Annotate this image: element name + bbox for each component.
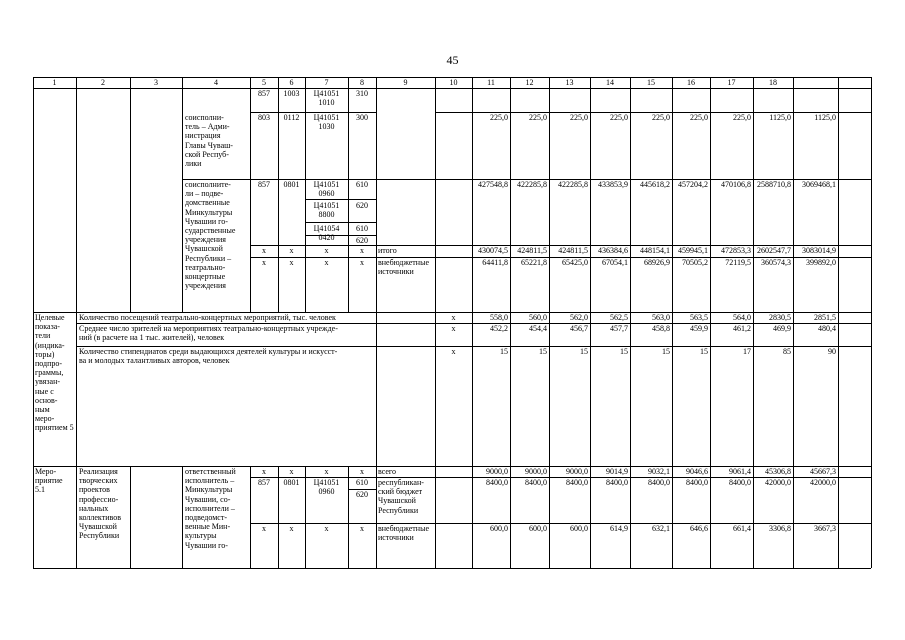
value-cell: 8400,0 (686, 478, 708, 487)
table-vertical-rule (376, 312, 377, 466)
table-vertical-rule (76, 312, 77, 466)
expense-type-code: 620 (356, 201, 368, 210)
value-cell: 2602547,7 (757, 246, 791, 255)
value-cell: 562,0 (570, 313, 588, 322)
x-mark: x (324, 258, 329, 267)
value-cell: 225,0 (570, 113, 588, 122)
value-cell: 472853,3 (721, 246, 751, 255)
section-code: 0801 (283, 180, 300, 189)
x-mark: x (360, 258, 364, 267)
indicator-text: Количество посещений театрально-концертных мероприятий, тыс. человек (79, 313, 336, 322)
targets-label: меро- (35, 414, 55, 424)
target-article-code: Ц41051 (313, 201, 340, 210)
executor-text: тель – Адми- (185, 122, 230, 132)
executor-text: Чувашии го- (185, 216, 228, 226)
executor-text: подведомст- (185, 513, 227, 522)
value-cell: 90 (828, 347, 836, 356)
targets-label: ным (35, 405, 50, 414)
value-cell: 661,4 (733, 524, 751, 533)
column-number: 1 (52, 78, 57, 87)
target-article-code: Ц41051 (313, 180, 340, 189)
x-mark: x (360, 246, 364, 255)
event-name: нальных (79, 503, 109, 513)
value-cell: 457,7 (610, 324, 628, 333)
table-vertical-rule (793, 77, 794, 88)
value-cell: 3083014,9 (802, 246, 836, 255)
x-mark: x (262, 467, 266, 476)
value-cell: 45667,3 (810, 467, 836, 476)
value-cell: 67054,1 (602, 258, 628, 267)
value-cell: 65221,8 (521, 258, 547, 267)
x-mark: x (289, 467, 294, 476)
executor-text: театрально- (185, 262, 226, 272)
value-cell: 458,8 (652, 324, 670, 333)
column-number: 10 (449, 78, 458, 87)
value-cell: 480,4 (818, 324, 836, 333)
column-number: 2 (101, 78, 105, 87)
value-cell: 9000,0 (486, 467, 508, 476)
table-horizontal-rule (305, 199, 376, 200)
x-mark: x (451, 347, 456, 356)
column-number: 8 (360, 78, 364, 87)
table-vertical-rule (630, 312, 631, 466)
row-label: Чувашской (378, 496, 416, 506)
value-cell: 8400,0 (566, 478, 588, 487)
value-cell: 72119,5 (725, 258, 751, 267)
value-cell: 563,5 (690, 313, 708, 322)
value-cell: 632,1 (652, 524, 670, 533)
value-cell: 469,9 (773, 324, 791, 333)
target-article-code: Ц41051 (313, 478, 340, 487)
targets-label: показа- (35, 322, 60, 332)
value-cell: 225,0 (733, 113, 751, 122)
value-cell: 15 (620, 347, 628, 356)
value-cell: 564,0 (733, 313, 751, 322)
row-label: итого (378, 246, 397, 255)
executor-text: учреждения (185, 235, 226, 245)
indicator-text: Количество стипендиатов среди выдающихся деятелей культуры и искусст- (79, 347, 338, 356)
table-vertical-rule (130, 88, 131, 312)
target-article-code: Ц41051 (313, 113, 340, 122)
value-cell: 15 (539, 347, 547, 356)
row-label: Республики (378, 505, 419, 515)
grbs-code: 857 (258, 180, 270, 189)
page-number: 45 (446, 53, 459, 67)
table-vertical-rule (838, 88, 839, 312)
column-number: 5 (262, 78, 266, 87)
event-label: 5.1 (35, 485, 45, 495)
x-mark: x (324, 524, 329, 533)
value-cell: 560,0 (529, 313, 547, 322)
x-mark: x (289, 524, 294, 533)
value-cell: 457204,2 (678, 180, 708, 189)
value-cell: 8400,0 (525, 478, 547, 487)
event-name: Реализация (79, 467, 118, 476)
table-vertical-rule (435, 312, 436, 466)
expense-type-code: 620 (356, 236, 368, 245)
column-number: 6 (289, 78, 294, 87)
table-horizontal-rule (33, 568, 871, 569)
expense-type-code: 610 (356, 180, 368, 189)
value-cell: 3069468,1 (802, 180, 836, 189)
table-horizontal-rule (33, 88, 871, 89)
value-cell: 470106,8 (721, 180, 751, 189)
executor-text: соисполните- (185, 180, 231, 189)
value-cell: 225,0 (529, 113, 547, 122)
target-article-code: 0960 (318, 189, 335, 199)
x-mark: x (360, 524, 364, 533)
table-vertical-rule (76, 466, 77, 568)
executor-text: культуры (185, 531, 217, 541)
row-label: всего (378, 467, 397, 476)
x-mark: x (324, 467, 329, 476)
value-cell: 9046,6 (686, 467, 708, 476)
table-vertical-rule (376, 88, 377, 312)
value-cell: 422285,8 (558, 180, 588, 189)
value-cell: 433853,9 (598, 180, 628, 189)
value-cell: 436384,6 (598, 246, 628, 255)
target-article-code: Ц41051 (313, 89, 340, 98)
executor-text: Чувашии го- (185, 540, 228, 550)
row-label: источники (378, 533, 414, 543)
value-cell: 360574,3 (761, 258, 791, 267)
table-vertical-rule (33, 77, 34, 568)
value-cell: 68926,9 (644, 258, 670, 267)
column-number: 11 (487, 78, 495, 87)
executor-text: ответственный (185, 467, 236, 476)
value-cell: 448154,1 (640, 246, 670, 255)
event-name: творческих (79, 476, 118, 486)
value-cell: 2851,5 (814, 313, 836, 322)
value-cell: 8400,0 (606, 478, 628, 487)
value-cell: 459945,1 (678, 246, 708, 255)
value-cell: 225,0 (690, 113, 708, 122)
executor-text: Республики – (185, 253, 232, 263)
table-vertical-rule (753, 312, 754, 466)
target-article-code: 8800 (318, 210, 335, 220)
executor-text: учреждения (185, 281, 226, 291)
value-cell: 8400,0 (486, 478, 508, 487)
value-cell: 17 (743, 347, 751, 356)
value-cell: 614,9 (610, 524, 628, 533)
row-label: внебюджетные (378, 258, 429, 267)
column-number: 17 (727, 78, 736, 87)
row-label: внебюджетные (378, 524, 429, 533)
value-cell: 562,5 (610, 313, 628, 322)
column-number: 4 (214, 78, 218, 87)
value-cell: 422285,8 (517, 180, 547, 189)
row-label: республикан- (378, 478, 424, 487)
indicator-text: ва и молодых талантливых авторов, человек (79, 356, 230, 366)
targets-label: подпро- (35, 359, 63, 368)
target-article-code: 1030 (318, 122, 335, 132)
table-vertical-rule (871, 77, 872, 568)
table-vertical-rule (793, 312, 794, 466)
value-cell: 456,7 (570, 324, 588, 333)
table-vertical-rule (435, 88, 436, 312)
executor-text: ской Респуб- (185, 149, 229, 159)
table-vertical-rule (435, 466, 436, 568)
value-cell: 600,0 (490, 524, 508, 533)
table-vertical-rule (838, 466, 839, 568)
value-cell: 558,0 (490, 313, 508, 322)
event-name: Республики (79, 531, 120, 541)
executor-text: нистрация (185, 131, 221, 141)
target-article-code: 0420 (318, 233, 335, 243)
value-cell: 15 (662, 347, 670, 356)
column-number: 16 (687, 78, 695, 87)
value-cell: 64411,8 (482, 258, 508, 267)
column-number: 12 (525, 78, 534, 87)
value-cell: 9000,0 (566, 467, 588, 476)
value-cell: 1125,0 (769, 113, 791, 122)
value-cell: 424811,5 (517, 246, 547, 255)
value-cell: 9000,0 (525, 467, 547, 476)
value-cell: 2588710,8 (757, 180, 791, 189)
table-vertical-rule (672, 312, 673, 466)
value-cell: 399892,0 (806, 258, 836, 267)
expense-type-code: 610 (356, 478, 368, 487)
table-vertical-rule (510, 312, 511, 466)
table-vertical-rule (376, 466, 377, 568)
executor-text: ли – подве- (185, 189, 224, 199)
grbs-code: 803 (258, 113, 270, 122)
executor-text: Чувашской (185, 244, 223, 254)
targets-label: торы) (35, 349, 55, 359)
table-vertical-rule (182, 466, 183, 568)
x-mark: x (262, 524, 266, 533)
executor-text: Чувашии, со- (185, 494, 231, 504)
expense-type-code: 310 (356, 89, 368, 98)
value-cell: 445618,2 (640, 180, 670, 189)
value-cell: 15 (500, 347, 508, 356)
targets-label: приятием 5 (35, 423, 74, 433)
event-name: коллективов (79, 513, 121, 522)
value-cell: 646,6 (690, 524, 708, 533)
value-cell: 9032,1 (648, 467, 670, 476)
value-cell: 452,2 (490, 324, 508, 333)
value-cell: 424811,5 (558, 246, 588, 255)
value-cell: 3667,3 (814, 524, 836, 533)
column-number: 13 (565, 78, 574, 87)
x-mark: x (289, 258, 294, 267)
value-cell: 42000,0 (765, 478, 791, 487)
executor-text: исполнители – (185, 503, 235, 513)
value-cell: 563,0 (652, 313, 670, 322)
value-cell: 1125,0 (814, 113, 836, 122)
executor-text: исполнитель – (185, 476, 235, 486)
table-vertical-rule (710, 312, 711, 466)
executor-text: лики (185, 159, 202, 168)
table-vertical-rule (472, 312, 473, 466)
value-cell: 225,0 (490, 113, 508, 122)
executor-text: сударственные (185, 226, 236, 235)
value-cell: 65425,0 (562, 258, 588, 267)
indicator-text: Среднее число зрителей на мероприятиях театрально-концертных учрежде- (79, 324, 338, 333)
table-vertical-rule (590, 312, 591, 466)
value-cell: 225,0 (610, 113, 628, 122)
value-cell: 459,9 (690, 324, 708, 333)
executor-text: Минкультуры (185, 485, 233, 495)
table-vertical-rule (76, 88, 77, 312)
column-number: 14 (606, 78, 614, 87)
executor-text: домственные (185, 198, 230, 208)
event-name: проектов (79, 485, 110, 495)
value-cell: 461,2 (733, 324, 751, 333)
value-cell: 9061,4 (729, 467, 751, 476)
x-mark: x (262, 258, 266, 267)
table-horizontal-rule (305, 222, 376, 223)
event-name: Чувашской (79, 522, 117, 532)
x-mark: x (451, 313, 456, 322)
value-cell: 15 (700, 347, 708, 356)
value-cell: 70505,2 (682, 258, 708, 267)
section-code: 1003 (283, 89, 300, 98)
targets-label: ные с (35, 386, 54, 396)
value-cell: 15 (580, 347, 588, 356)
expense-type-code: 620 (356, 490, 368, 499)
value-cell: 8400,0 (729, 478, 751, 487)
expense-type-code: 300 (356, 113, 368, 122)
value-cell: 600,0 (529, 524, 547, 533)
targets-label: тели (35, 331, 51, 341)
row-label: источники (378, 267, 414, 277)
x-mark: x (324, 246, 329, 255)
value-cell: 9014,9 (606, 467, 628, 476)
targets-label: Целевые (35, 313, 65, 322)
section-code: 0112 (283, 113, 300, 122)
x-mark: x (289, 246, 294, 255)
executor-text: Главы Чуваш- (185, 140, 233, 150)
value-cell: 430074,5 (478, 246, 508, 255)
value-cell: 600,0 (570, 524, 588, 533)
value-cell: 45306,8 (765, 467, 791, 476)
row-label: ский бюджет (378, 487, 423, 497)
targets-label: граммы, (35, 368, 64, 378)
value-cell: 225,0 (652, 113, 670, 122)
value-cell: 427548,8 (478, 180, 508, 189)
value-cell: 8400,0 (648, 478, 670, 487)
executor-text: концертные (185, 272, 226, 281)
grbs-code: 857 (258, 89, 270, 98)
event-name: профессио- (79, 494, 119, 504)
targets-label: (индика- (35, 340, 65, 350)
targets-label: увязан- (35, 377, 61, 387)
column-number: 3 (154, 78, 158, 87)
executor-text: венные Мин- (185, 522, 231, 532)
section-code: 0801 (283, 478, 300, 487)
table-vertical-rule (838, 77, 839, 88)
column-number: 9 (403, 78, 408, 87)
expense-type-code: 610 (356, 224, 368, 233)
x-mark: x (262, 246, 266, 255)
table-vertical-rule (182, 88, 183, 312)
value-cell: 85 (783, 347, 791, 356)
table-vertical-rule (838, 312, 839, 466)
event-label: приятие (35, 476, 63, 486)
x-mark: x (360, 467, 364, 476)
target-article-code: 0960 (318, 487, 335, 497)
column-number: 7 (324, 78, 329, 87)
target-article-code: 1010 (318, 98, 335, 108)
executor-text: соисполни- (185, 113, 224, 122)
executor-text: Минкультуры (185, 207, 233, 217)
value-cell: 2830,5 (769, 313, 791, 322)
value-cell: 454,4 (529, 324, 547, 333)
x-mark: x (451, 324, 456, 333)
value-cell: 42000,0 (810, 478, 836, 487)
grbs-code: 857 (258, 478, 270, 487)
targets-label: основ- (35, 395, 58, 405)
column-number: 18 (769, 78, 777, 87)
event-label: Меро- (35, 467, 57, 476)
value-cell: 3306,8 (769, 524, 791, 533)
column-number: 15 (647, 78, 655, 87)
target-article-code: Ц41054 (313, 224, 340, 233)
indicator-text: ний (в расчете на 1 тыс. жителей), человек (79, 333, 225, 343)
table-vertical-rule (130, 466, 131, 568)
table-vertical-rule (549, 312, 550, 466)
